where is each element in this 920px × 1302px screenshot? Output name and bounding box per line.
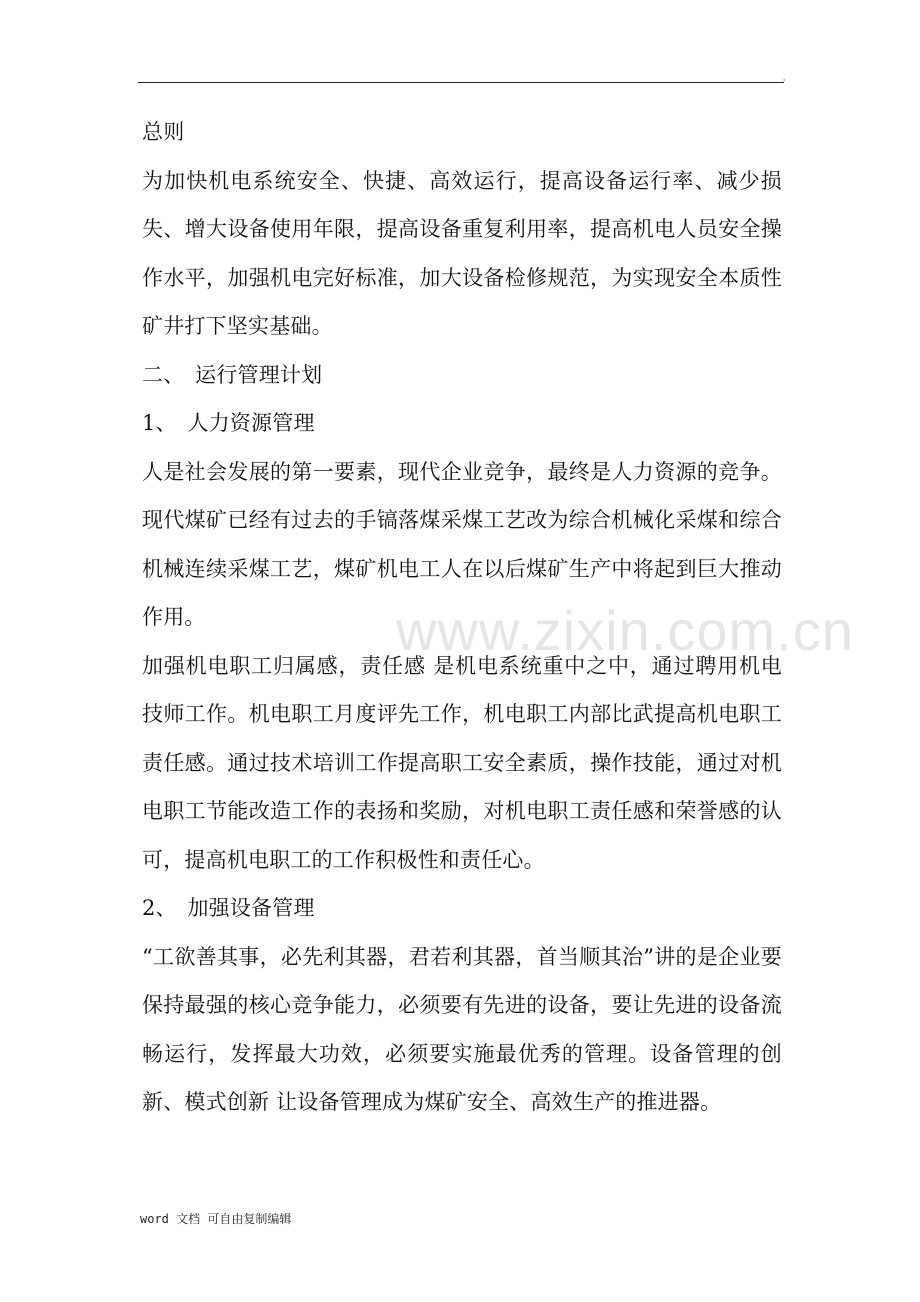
subheading-human-resources: 1、 人力资源管理 [142,411,315,435]
footer-note: word 文档 可自由复制编辑 [140,1212,292,1226]
paragraph-purpose: 为加快机电系统安全、快捷、高效运行，提高设备运行率、减少损失、增大设备使用年限，提高设备重复利用率，提高机电人员安全操作水平，加强机电完好标准，加大设备检修规范，为实现安全本质性矿井打下坚实基础。 [142,168,782,338]
paragraph-human-resources: 人是社会发展的第一要素，现代企业竞争，最终是人力资源的竞争。现代煤矿已经有过去的手镐落煤采煤工艺改为综合机械化采煤和综合机械连续采煤工艺，煤矿机电工人在以后煤矿生产中将起到巨大推动作用。 [142,459,782,629]
watermark: www.zixin.com.cn [396,599,854,662]
header-rule [138,82,784,83]
document-body [142,108,782,1127]
subheading-equipment-management: 2、 加强设备管理 [142,896,315,920]
header-mark: ' [783,78,786,87]
section-heading-operation-plan: 二、 运行管理计划 [142,362,323,387]
paragraph-equipment: “工欲善其事，必先利其器，君若利其器，首当顺其治”讲的是企业要保持最强的核心竞争能力，必须要有先进的设备，要让先进的设备流畅运行，发挥最大功效，必须要实施最优秀的管理。设备管理的创新、模式创新 让设备管理成为煤矿安全、高效生产的推进器。 [142,944,782,1114]
section-heading-general: 总则 [142,120,185,144]
paragraph-belonging: 加强机电职工归属感，责任感 是机电系统重中之中，通过聘用机电技师工作。机电职工月度评先工作，机电职工内部比武提高机电职工责任感。通过技术培训工作提高职工安全素质，操作技能，通过对机电职工节能改造工作的表扬和奖励，对机电职工责任感和荣誉感的认可，提高机电职工的工作积极性和责任心。 [142,653,782,872]
